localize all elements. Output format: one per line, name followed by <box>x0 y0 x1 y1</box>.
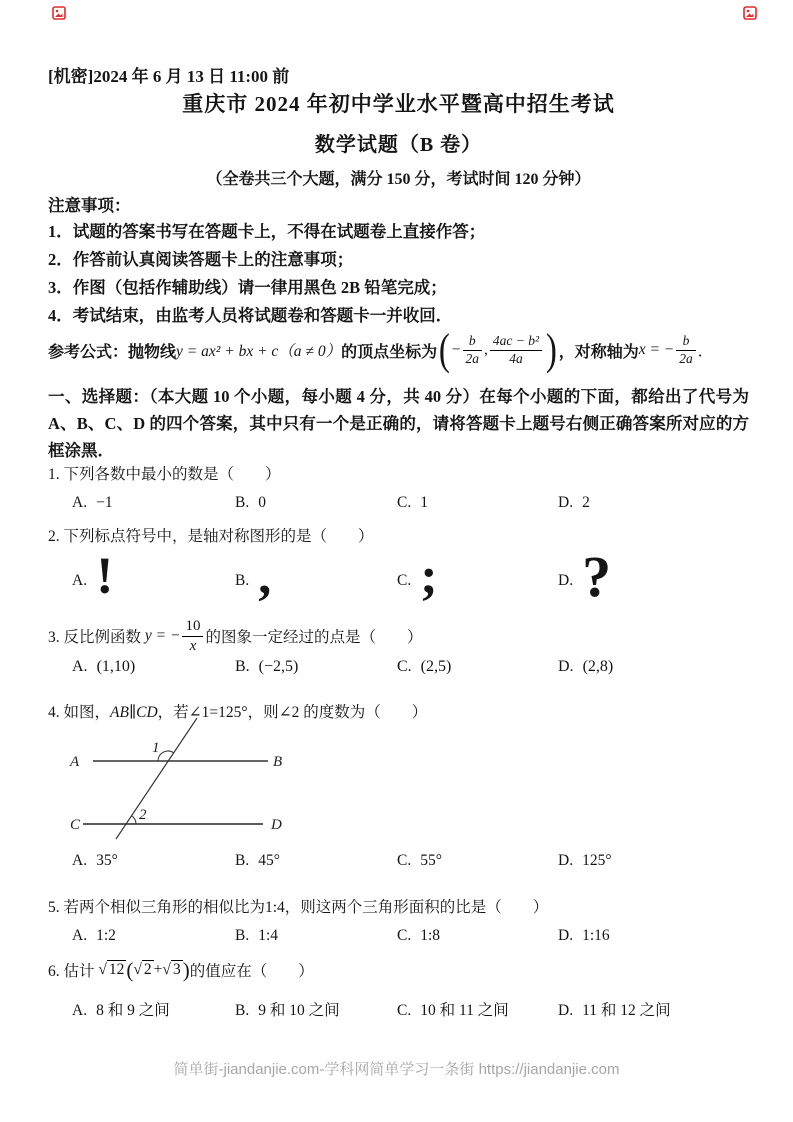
option-2c: C. ; <box>397 548 438 605</box>
radical-3: √ 3 <box>162 961 181 978</box>
option-4b: B. 45° <box>235 852 280 869</box>
figure-angle-1-label: 1 <box>152 740 160 756</box>
question-mark-glyph: ? <box>582 544 612 609</box>
option-2a: A. ! <box>72 548 114 605</box>
note-item-2: 2．作答前认真阅读答题卡上的注意事项； <box>48 250 354 269</box>
question-6-options <box>48 998 749 1020</box>
formula-mid-text: 的顶点坐标为 <box>341 343 438 361</box>
paper-subtitle: （全卷共三个大题，满分 150 分，考试时间 120 分钟） <box>206 171 591 188</box>
axis-fraction: $\frac{b}{2a}$ <box>676 333 696 368</box>
formula-mid2-text: ，对称轴为 <box>558 343 639 361</box>
paper-title: 数学试题（B 卷） <box>314 134 483 156</box>
radical-12: √ 12 <box>98 961 125 978</box>
option-2d: D. ? <box>558 544 612 609</box>
option-3c: C. (2,5) <box>397 658 452 675</box>
option-3d: D. (2,8) <box>558 658 614 675</box>
comma-glyph: , <box>258 548 272 605</box>
option-5b: B. 1:4 <box>235 927 279 944</box>
question-3-stem: 3. 反比例函数 y = − $\frac{10}{x}$ 的图象一定经过的点是（ ） <box>48 617 423 654</box>
comma: , <box>484 341 488 358</box>
period: ． <box>697 343 714 360</box>
question-5-stem: 5. 若两个相似三角形的相似比为1:4，则这两个三角形面积的比是（ ） <box>48 899 549 916</box>
option-1a: A. −1 <box>72 494 113 511</box>
vertex-x-fraction: $\frac{b}{2a}$ <box>463 333 483 368</box>
notes-title: 注意事项： <box>48 196 131 215</box>
radical-2: √ 2 <box>133 961 152 978</box>
option-6a: A. 8 和 9 之间 <box>72 1002 170 1019</box>
question-5-options <box>48 927 749 945</box>
exclamation-mark-glyph: ! <box>96 548 114 605</box>
confidential-line: [机密]2024 年 6 月 13 日 11:00 前 <box>48 67 290 86</box>
figure-label-d: D <box>271 817 282 833</box>
right-paren: ) <box>545 325 557 375</box>
reciprocal-fraction: $\frac{10}{x}$ <box>182 617 203 656</box>
option-6b: B. 9 和 10 之间 <box>235 1002 340 1019</box>
red-stamp-icon-right <box>743 6 757 20</box>
reference-formula <box>48 322 749 378</box>
option-4d: D. 125° <box>558 852 612 869</box>
option-5d: D. 1:16 <box>558 927 610 944</box>
option-6d: D. 11 和 12 之间 <box>558 1002 671 1019</box>
red-stamp-icon-left <box>52 6 66 20</box>
minus-sign: − <box>451 341 461 358</box>
question-1-stem: 1. 下列各数中最小的数是（ ） <box>48 466 281 483</box>
figure-label-b: B <box>273 754 283 770</box>
formula-label: 参考公式：抛物线 <box>48 343 177 361</box>
question-2-options <box>48 545 749 617</box>
note-item-3: 3．作图（包括作辅助线）请一律用黑色 2B 铅笔完成； <box>48 278 447 297</box>
note-item-1: 1．试题的答案书写在答题卡上，不得在试题卷上直接作答； <box>48 222 486 241</box>
option-5a: A. 1:2 <box>72 927 116 944</box>
parabola-equation: y = ax² + bx + c（a ≠ 0） <box>176 343 342 360</box>
section-1-intro: 一、选择题：（本大题 10 个小题，每小题 4 分，共 40 分）在每个小题的下面，都给出了代号为 A、B、C、D 的四个答案，其中只有一个是正确的，请将答题卡上题号右侧正确答案所对应的方框涂黑． <box>48 387 749 460</box>
vertex-y-fraction: 4ac − b² 4a <box>490 333 542 368</box>
option-6c: C. 10 和 11 之间 <box>397 1002 509 1019</box>
exam-title: 重庆市 2024 年初中学业水平暨高中招生考试 <box>182 92 615 116</box>
parallel-lines-figure <box>60 718 310 852</box>
question-3-options <box>48 658 749 676</box>
option-1d: D. 2 <box>558 494 590 511</box>
figure-angle-2-label: 2 <box>139 807 147 823</box>
question-4-stem: 4. 如图，AB∥CD，若∠1=125°，则∠2 的度数为（ ） <box>48 704 428 721</box>
left-paren: ( <box>438 325 450 375</box>
option-1b: B. 0 <box>235 494 266 511</box>
option-4a: A. 35° <box>72 852 118 869</box>
option-1c: C. 1 <box>397 494 428 511</box>
option-3b: B. (−2,5) <box>235 658 299 675</box>
question-4-options <box>48 852 749 870</box>
question-1-options <box>48 494 749 512</box>
option-3a: A. (1,10) <box>72 658 136 675</box>
figure-label-c: C <box>70 817 81 833</box>
watermark-footer: 简单街-jiandanjie.com-学科网简单学习一条街 https://jiandanjie.com <box>173 1061 620 1078</box>
question-6-stem: 6. 估计 √ 12 ( √ 2 + √ 3 ) 的值应在（ ） <box>48 957 314 982</box>
axis-equation-prefix: x = − <box>638 341 675 358</box>
note-item-4: 4．考试结束，由监考人员将试题卷和答题卡一并收回． <box>48 306 453 325</box>
notes-list <box>48 218 749 330</box>
semicolon-glyph: ; <box>420 548 438 605</box>
question-2-stem: 2. 下列标点符号中，是轴对称图形的是（ ） <box>48 528 374 545</box>
figure-label-a: A <box>70 754 80 770</box>
option-4c: C. 55° <box>397 852 442 869</box>
option-2b: B. , <box>235 548 272 605</box>
option-5c: C. 1:8 <box>397 927 441 944</box>
